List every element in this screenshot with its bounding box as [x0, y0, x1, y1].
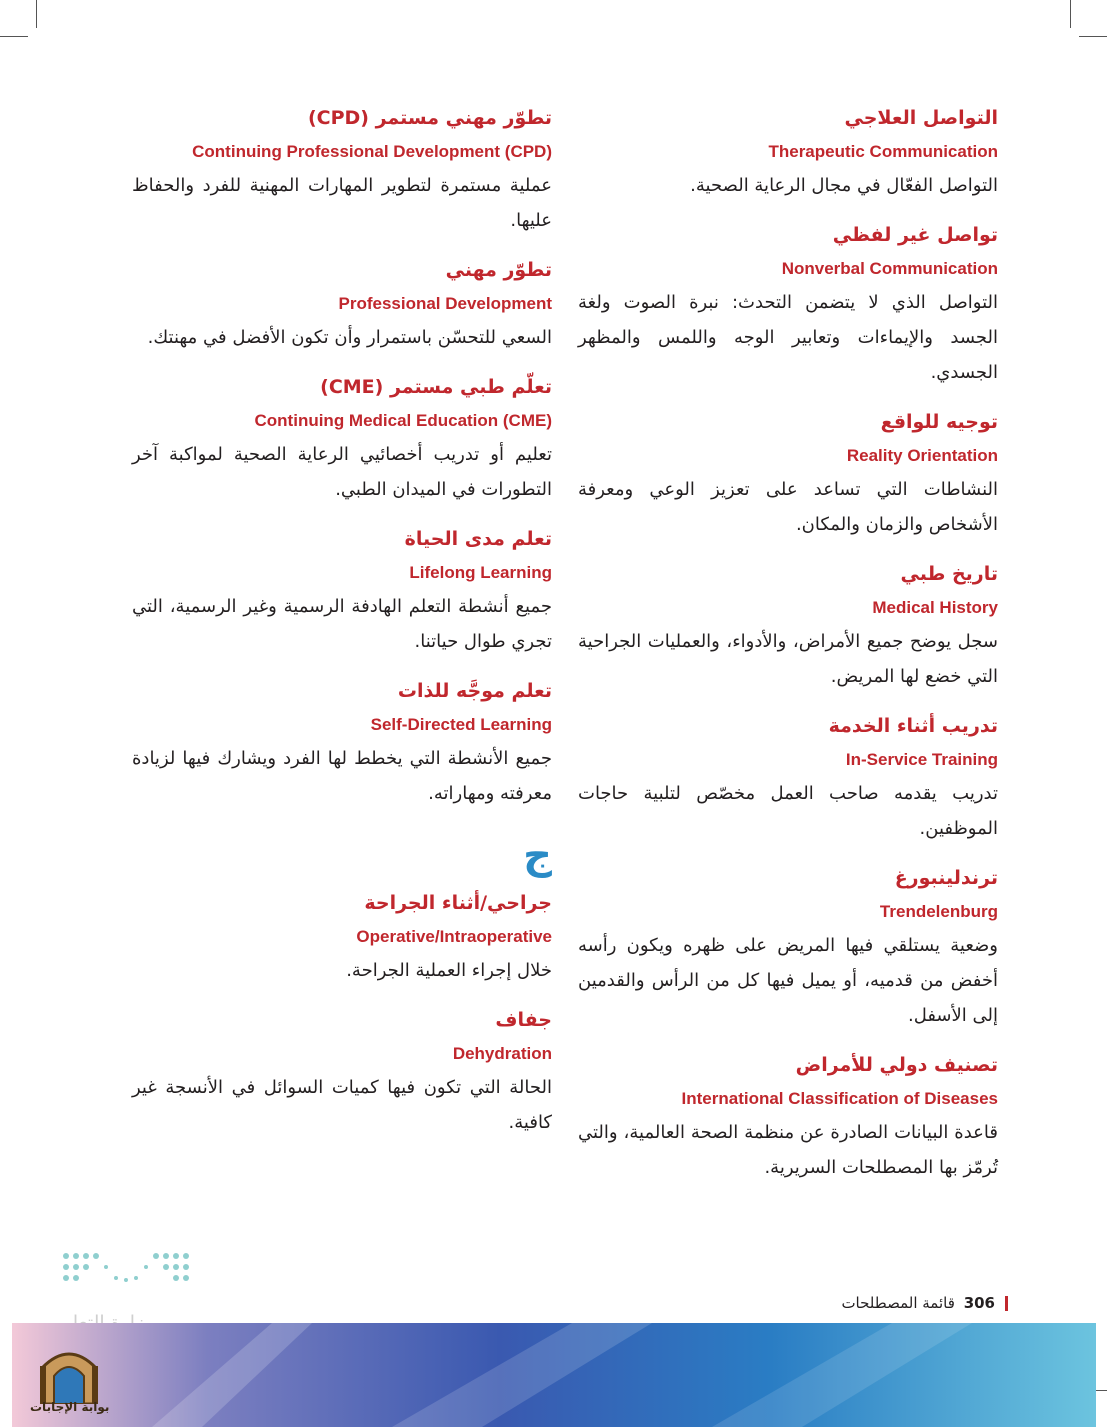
term-definition: جميع الأنشطة التي يخطط لها الفرد ويشارك فيها لزيادة معرفته ومهاراته. — [132, 748, 552, 804]
term-english: Professional Development — [338, 294, 552, 313]
term-arabic: تعلّم طبي مستمر (CME) — [320, 376, 552, 398]
term-english: Therapeutic Communication — [768, 142, 998, 161]
glossary-entry — [132, 521, 552, 659]
term-definition: التواصل الفعّال في مجال الرعاية الصحية. — [690, 175, 998, 196]
term-english: International Classification of Diseases — [681, 1089, 998, 1108]
glossary-entry — [132, 100, 552, 238]
term-english: Reality Orientation — [846, 446, 998, 465]
glossary-entry — [578, 556, 998, 694]
footer-divider — [1005, 1296, 1008, 1311]
term-definition: قاعدة البيانات الصادرة عن منظمة الصحة العالمية، والتي تُرمّز بها المصطلحات السريرية. — [578, 1122, 998, 1178]
term-english: Lifelong Learning — [409, 563, 552, 582]
gate-logo-label: بوابة الإجابات — [30, 1400, 110, 1414]
term-definition: عملية مستمرة لتطوير المهارات المهنية للفرد والحفاظ عليها. — [132, 175, 552, 231]
term-arabic: توجيه للواقع — [880, 411, 998, 433]
term-english: Self-Directed Learning — [370, 715, 552, 734]
term-definition: تدريب يقدمه صاحب العمل مخصّص لتلبية حاجات الموظفين. — [578, 783, 998, 839]
term-arabic: تاريخ طبي — [900, 563, 998, 585]
term-english: Medical History — [872, 598, 998, 617]
term-english: Operative/Intraoperative — [356, 927, 552, 946]
term-arabic: تطوّر مهني مستمر (CPD) — [307, 107, 552, 129]
term-definition: جميع أنشطة التعلم الهادفة الرسمية وغير الرسمية، التي تجري طوال حياتنا. — [132, 596, 552, 652]
glossary-entry — [132, 673, 552, 811]
term-english: Dehydration — [452, 1044, 552, 1063]
term-english: Nonverbal Communication — [781, 259, 998, 278]
crop-mark — [1079, 36, 1107, 37]
glossary-left-column — [132, 100, 552, 1154]
term-arabic: جراحي/أثناء الجراحة — [364, 892, 552, 914]
page-number: 306 — [963, 1294, 995, 1312]
term-definition: سجل يوضح جميع الأمراض، والأدواء، والعمليات الجراحية التي خضع لها المريض. — [578, 631, 998, 687]
glossary-entry — [132, 369, 552, 507]
term-arabic: التواصل العلاجي — [844, 107, 998, 129]
glossary-entry — [578, 860, 998, 1033]
term-arabic: تدريب أثناء الخدمة — [828, 715, 998, 737]
crop-mark — [36, 0, 37, 28]
crop-mark — [0, 36, 28, 37]
term-definition: تعليم أو تدريب أخصائيي الرعاية الصحية لمواكبة آخر التطورات في الميدان الطبي. — [132, 444, 552, 500]
term-arabic: تطوّر مهني — [445, 259, 552, 281]
term-definition: السعي للتحسّن باستمرار وأن تكون الأفضل في مهنتك. — [147, 327, 552, 348]
glossary-entry — [132, 885, 552, 988]
term-arabic: تعلم موجَّه للذات — [397, 680, 552, 702]
term-definition: الحالة التي تكون فيها كميات السوائل في الأنسجة غير كافية. — [132, 1077, 552, 1133]
term-definition: وضعية يستلقي فيها المريض على ظهره ويكون رأسه أخفض من قدميه، أو يميل فيها كل من الرأس والقدمين إلى الأسفل. — [578, 935, 998, 1026]
gate-logo-icon — [36, 1346, 102, 1404]
term-english: Continuing Professional Development (CPD) — [192, 142, 552, 161]
glossary-entry — [132, 1002, 552, 1140]
logo-dots-icon — [60, 1250, 200, 1290]
term-arabic: تعلم مدى الحياة — [404, 528, 552, 550]
term-definition: النشاطات التي تساعد على تعزيز الوعي ومعرفة الأشخاص والزمان والمكان. — [578, 479, 998, 535]
glossary-entry — [578, 100, 998, 203]
crop-mark — [1070, 0, 1071, 28]
footer-banner — [12, 1323, 1096, 1427]
banner-graphic — [12, 1323, 1096, 1427]
section-letter-heading: ج — [523, 832, 552, 878]
glossary-right-column — [578, 100, 998, 1199]
term-english: In-Service Training — [845, 750, 998, 769]
page-footer — [780, 1294, 1008, 1312]
term-arabic: تصنيف دولي للأمراض — [795, 1054, 998, 1076]
glossary-entry — [578, 217, 998, 390]
term-definition: خلال إجراء العملية الجراحة. — [346, 960, 552, 981]
term-arabic: ترندلينبورغ — [894, 867, 998, 889]
term-arabic: جفاف — [495, 1009, 552, 1031]
term-arabic: تواصل غير لفظي — [832, 224, 998, 246]
footer-section-title: قائمة المصطلحات — [841, 1294, 955, 1312]
term-definition: التواصل الذي لا يتضمن التحدث: نبرة الصوت ولغة الجسد والإيماءات وتعابير الوجه واللمس والمظهر الجسدي. — [578, 292, 998, 383]
glossary-entry — [578, 404, 998, 542]
glossary-entry — [132, 252, 552, 355]
glossary-entry — [578, 708, 998, 846]
glossary-entry — [578, 1047, 998, 1185]
term-english: Trendelenburg — [879, 902, 998, 921]
term-english: Continuing Medical Education (CME) — [254, 411, 552, 430]
